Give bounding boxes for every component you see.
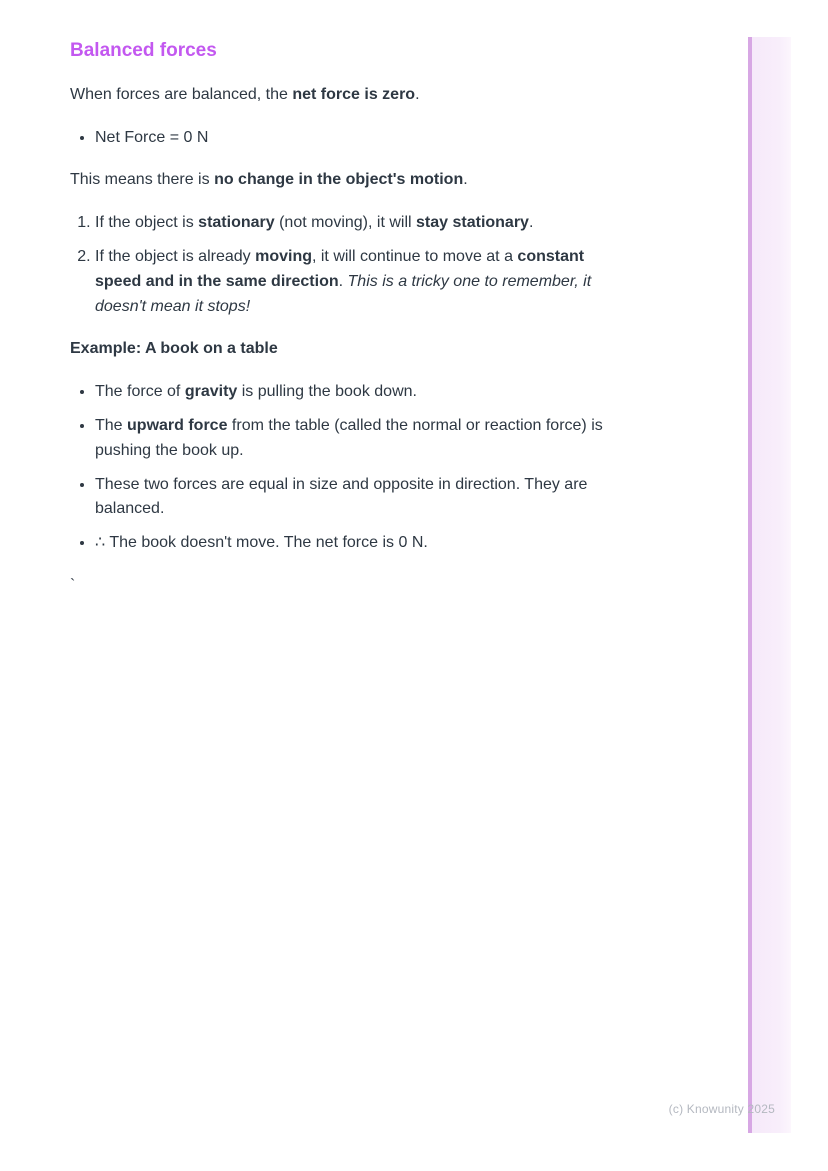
list-item-net-force: • Net Force = 0 N <box>95 126 616 151</box>
rule1-text-a: If the object is <box>95 214 199 232</box>
upward-text-b: from the table (called the normal or reaction force) is pushing the book up. <box>95 416 603 459</box>
rule2-text-b: , it will continue to move at a <box>311 247 518 265</box>
page-title: Balanced forces <box>70 40 217 61</box>
rule2-bold-constant-speed: constant speed and in the same direction <box>95 247 585 290</box>
upward-text-a: The <box>95 416 128 434</box>
rule1-period: . <box>528 214 534 232</box>
meaning-period: . <box>463 171 468 189</box>
list-item-rule-moving <box>95 245 616 319</box>
gravity-text-b: is pulling the book down. <box>237 383 417 401</box>
rule2-italic-note: This is a tricky one to remember, it doesn't mean it stops! <box>95 272 592 315</box>
gravity-text-a: The force of <box>95 383 185 401</box>
example-heading <box>70 337 616 362</box>
paragraph-intro <box>70 83 616 108</box>
list-item-rule-stationary <box>95 211 616 236</box>
rule1-bold-stay-stationary: stay stationary <box>416 214 529 232</box>
rule1-bold-stationary: stationary <box>198 214 275 232</box>
list-item-gravity <box>95 380 616 405</box>
intro-text: When forces are balanced, the <box>70 85 293 103</box>
net-force-list <box>70 126 616 151</box>
footer-copyright: (c) Knowunity 2025 <box>668 1102 775 1116</box>
list-item-upward-force <box>95 414 616 464</box>
rule1-text-b: (not moving), it will <box>274 214 417 232</box>
upward-bold: upward force <box>127 416 228 434</box>
rule2-period: . <box>338 272 348 290</box>
rules-ordered-list <box>70 211 616 319</box>
example-bullet-list <box>70 380 616 556</box>
paragraph-meaning <box>70 168 616 193</box>
list-item-therefore: • ∴ The book doesn't move. The net force is 0 N. <box>95 531 616 556</box>
trailing-backtick: ` <box>70 576 76 594</box>
rule2-bold-moving: moving <box>255 247 312 265</box>
document-page-content <box>70 40 616 617</box>
rule2-text-a: If the object is already <box>95 247 256 265</box>
accent-stripe <box>748 37 791 1133</box>
list-item-equal-forces: • These two forces are equal in size and opposite in direction. They are balanced. <box>95 473 616 523</box>
meaning-text: This means there is <box>70 171 215 189</box>
example-heading-bold: Example: A book on a table <box>70 340 278 358</box>
gravity-bold: gravity <box>184 383 238 401</box>
intro-period: . <box>415 85 420 103</box>
meaning-bold-no-change: no change in the object's motion <box>214 171 464 189</box>
intro-bold-net-force: net force is zero <box>292 85 416 103</box>
